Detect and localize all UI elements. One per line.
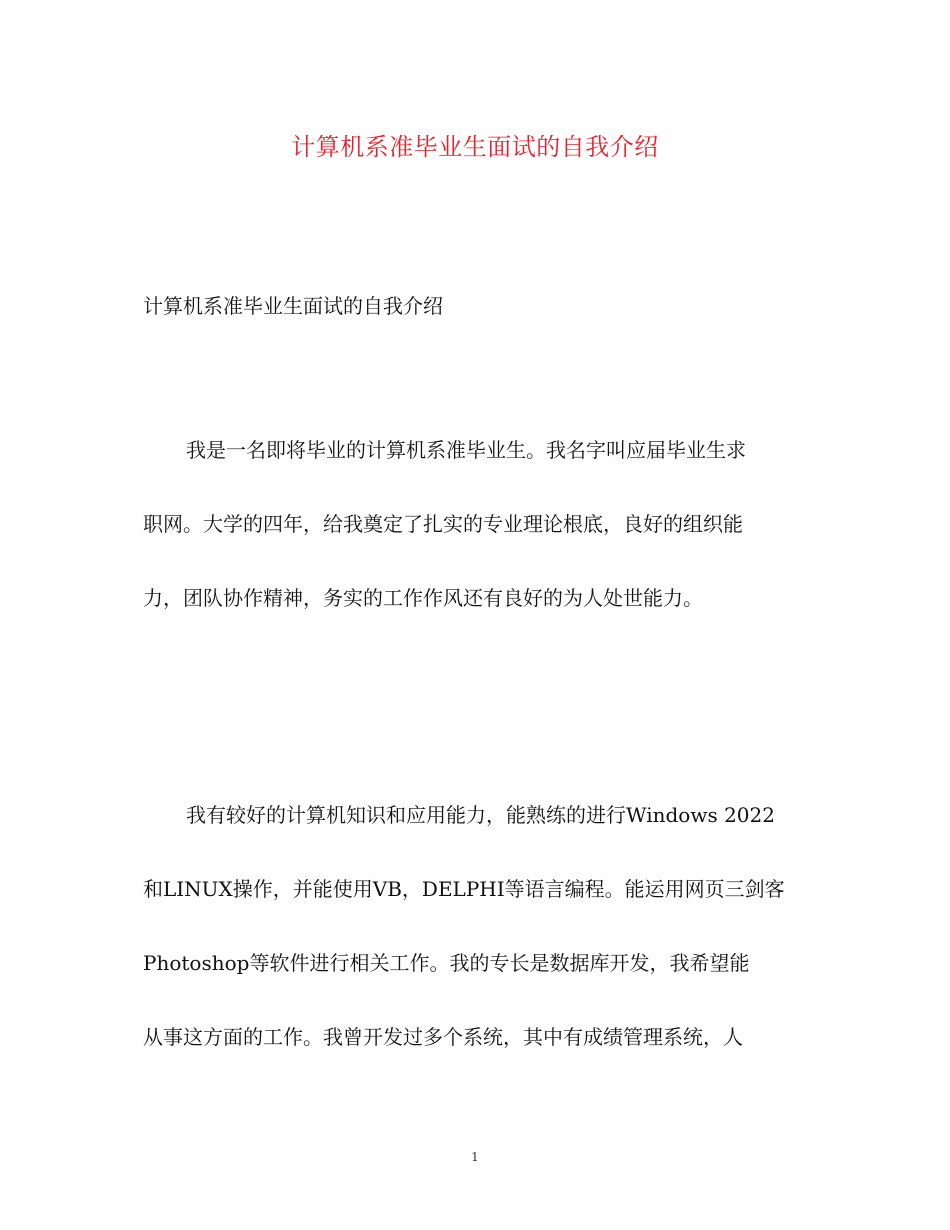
paragraph-line: 我是一名即将毕业的计算机系准毕业生。我名字叫应届毕业生求 [186,438,746,462]
paragraph-line: 职网。大学的四年，给我奠定了扎实的专业理论根底，良好的组织能 [143,512,743,536]
page-number: 1 [471,1150,479,1164]
paragraph-line: 从事这方面的工作。我曾开发过多个系统，其中有成绩管理系统，人 [143,1025,743,1049]
paragraph-line: 和LINUX操作，并能使用VB，DELPHI等语言编程。能运用网页三剑客 [143,877,785,901]
paragraph-intro [143,435,803,657]
document-subtitle: 计算机系准毕业生面试的自我介绍 [143,294,443,318]
paragraph-line: Photoshop等软件进行相关工作。我的专长是数据库开发，我希望能 [143,951,750,975]
paragraph-skills [143,800,803,1096]
paragraph-line: 力，团队协作精神，务实的工作作风还有良好的为人处世能力。 [143,586,703,610]
paragraph-line: 我有较好的计算机知识和应用能力，能熟练的进行Windows 2022 [186,803,775,827]
document-title: 计算机系准毕业生面试的自我介绍 [291,133,659,161]
